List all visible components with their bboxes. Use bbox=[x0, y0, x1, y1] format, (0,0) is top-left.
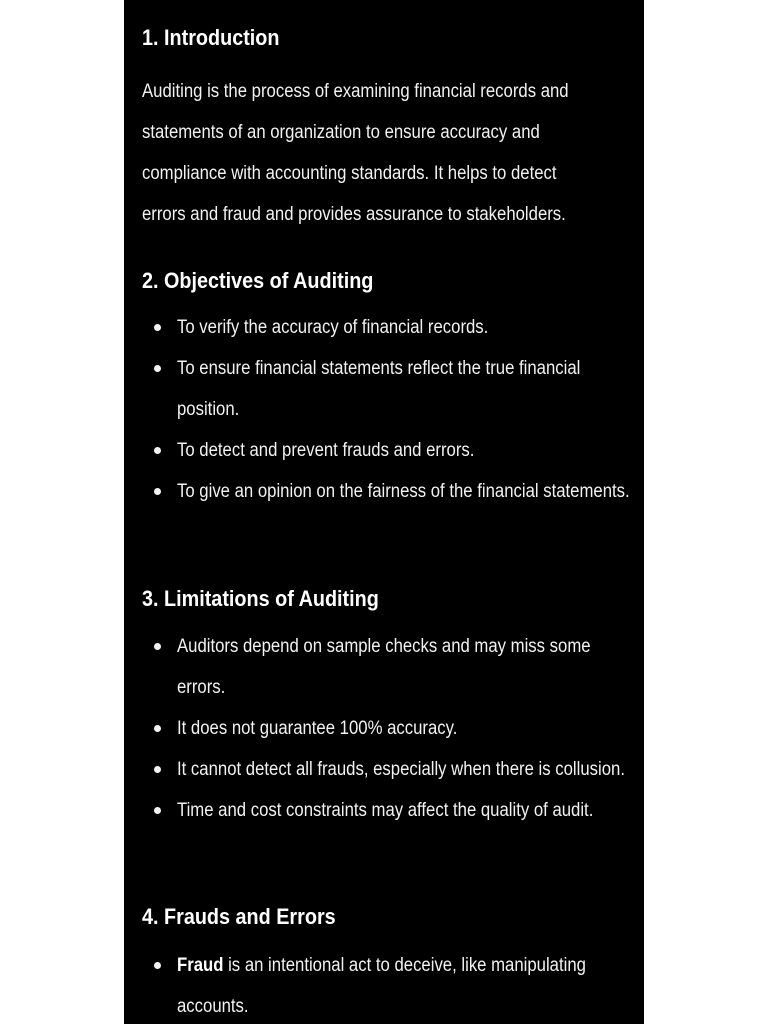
list-item bbox=[124, 307, 644, 348]
bullet-icon bbox=[154, 643, 161, 650]
bullet-icon bbox=[154, 962, 161, 969]
bullet-icon bbox=[154, 365, 161, 372]
bullet-icon bbox=[154, 725, 161, 732]
list-item bbox=[124, 790, 644, 831]
list-item bbox=[124, 708, 644, 749]
list-item-text: To detect and prevent frauds and errors. bbox=[177, 440, 475, 461]
list-item bbox=[124, 430, 644, 471]
bullet-icon bbox=[154, 766, 161, 773]
list-item bbox=[124, 626, 644, 708]
objectives-list bbox=[124, 307, 644, 512]
section-heading-limitations: 3. Limitations of Auditing bbox=[142, 586, 379, 611]
list-item bbox=[124, 348, 644, 430]
fraud-term: Fraud bbox=[177, 955, 224, 976]
frauds-errors-list bbox=[124, 945, 644, 1024]
list-item-text: Time and cost constraints may affect the quality of audit. bbox=[177, 800, 594, 821]
bullet-icon bbox=[154, 807, 161, 814]
document-panel bbox=[124, 0, 644, 1024]
section-heading-introduction: 1. Introduction bbox=[142, 25, 280, 50]
list-item bbox=[124, 471, 644, 512]
list-item bbox=[124, 749, 644, 790]
bullet-icon bbox=[154, 324, 161, 331]
list-item-text: To give an opinion on the fairness of the financial statements. bbox=[177, 481, 630, 502]
list-item-text: It does not guarantee 100% accuracy. bbox=[177, 718, 458, 739]
list-item-text: To ensure financial statements reflect the true financial position. bbox=[177, 358, 581, 420]
section-heading-frauds-errors: 4. Frauds and Errors bbox=[142, 904, 336, 929]
list-item-text: Auditors depend on sample checks and may miss some errors. bbox=[177, 636, 591, 698]
section-heading-objectives: 2. Objectives of Auditing bbox=[142, 268, 374, 293]
fraud-definition: is an intentional act to deceive, like manipulating accounts. bbox=[177, 955, 586, 1017]
limitations-list bbox=[124, 626, 644, 831]
list-item-text bbox=[177, 945, 635, 1024]
bullet-icon bbox=[154, 447, 161, 454]
bullet-icon bbox=[154, 488, 161, 495]
list-item-text: It cannot detect all frauds, especially when there is collusion. bbox=[177, 759, 625, 780]
introduction-paragraph: Auditing is the process of examining financial records and statements of an organization to ensure accuracy and compliance with accounting standards. It helps to detect errors and fraud and provides assurance to stakeholders. bbox=[142, 81, 569, 225]
list-item bbox=[124, 945, 644, 1024]
list-item-text: To verify the accuracy of financial records. bbox=[177, 317, 489, 338]
